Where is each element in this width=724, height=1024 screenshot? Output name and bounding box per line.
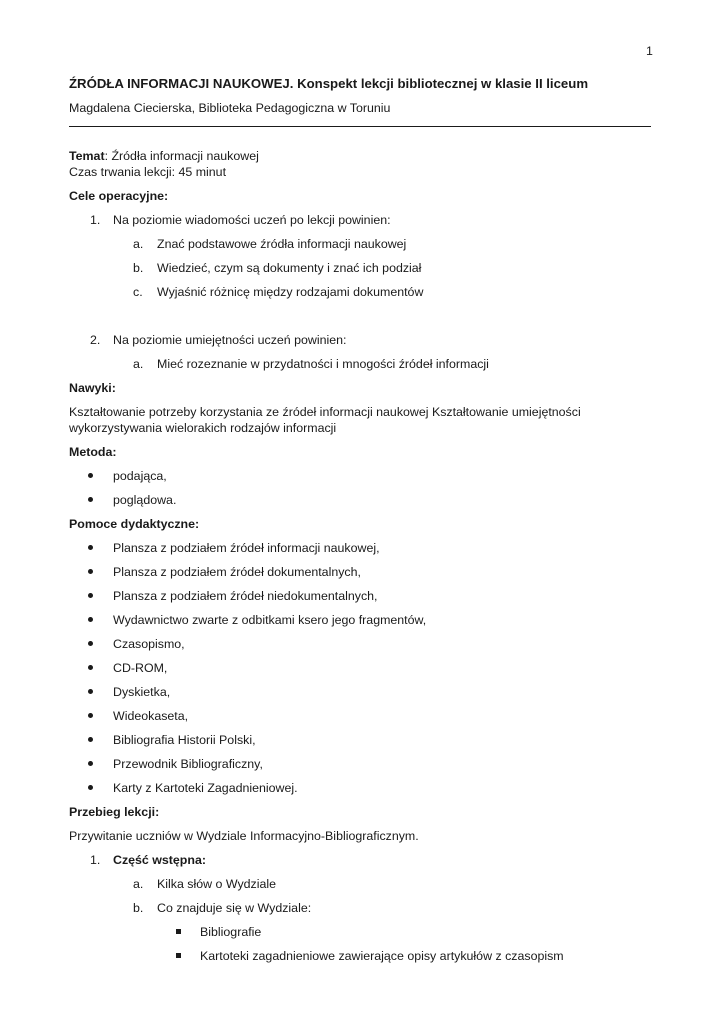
course-subitem: b. Co znajduje się w Wydziale: — [133, 901, 312, 915]
bullet-icon — [88, 660, 93, 676]
aids-item: CD-ROM, — [69, 660, 654, 676]
method-item: podająca, — [69, 468, 654, 484]
objective-subitem: a. Znać podstawowe źródła informacji naukowej — [133, 237, 407, 251]
topic-value: : Źródła informacji naukowej — [104, 149, 259, 163]
method-heading: Metoda: — [69, 445, 117, 459]
header-divider — [69, 126, 651, 127]
aids-item: Plansza z podziałem źródeł niedokumentalnych, — [69, 588, 654, 604]
aids-item: Plansza z podziałem źródeł dokumentalnych, — [69, 564, 654, 580]
bullet-icon — [88, 636, 93, 652]
aids-item: Dyskietka, — [69, 684, 654, 700]
aids-item: Wideokaseta, — [69, 708, 654, 724]
course-part: 1. Część wstępna: — [90, 853, 206, 867]
bullet-icon — [88, 540, 93, 556]
habits-text-line: wykorzystywania wielorakich rodzajów informacji — [69, 421, 337, 435]
bullet-icon — [88, 684, 93, 700]
bullet-icon — [88, 732, 93, 748]
topic-label: Temat — [69, 149, 105, 163]
aids-item: Bibliografia Historii Polski, — [69, 732, 654, 748]
objective-subitem: a. Mieć rozeznanie w przydatności i mnogości źródeł informacji — [133, 357, 489, 371]
course-intro: Przywitanie uczniów w Wydziale Informacyjno-Bibliograficznym. — [69, 829, 419, 843]
bullet-icon — [88, 612, 93, 628]
course-heading: Przebieg lekcji: — [69, 805, 160, 819]
aids-item: Wydawnictwo zwarte z odbitkami ksero jego fragmentów, — [69, 612, 654, 628]
document-body — [69, 148, 654, 964]
habits-text-line: Kształtowanie potrzeby korzystania ze źródeł informacji naukowej Kształtowanie umiejętności — [69, 405, 581, 419]
bullet-icon — [88, 492, 93, 508]
objective-item: 2. Na poziomie umiejętności uczeń powinien: — [90, 333, 347, 347]
bullet-icon — [88, 708, 93, 724]
objective-item: 1. Na poziomie wiadomości uczeń po lekcji powinien: — [90, 213, 391, 227]
bullet-icon — [88, 564, 93, 580]
document-title: ŹRÓDŁA INFORMACJI NAUKOWEJ. Konspekt lekcji bibliotecznej w klasie II liceum — [69, 76, 589, 91]
method-item: poglądowa. — [69, 492, 654, 508]
aids-item: Karty z Kartoteki Zagadnieniowej. — [69, 780, 654, 796]
page-number: 1 — [646, 44, 653, 58]
aids-item: Przewodnik Bibliograficzny, — [69, 756, 654, 772]
duration-line: Czas trwania lekcji: 45 minut — [69, 165, 227, 179]
topic-line — [69, 148, 654, 164]
bullet-icon — [88, 780, 93, 796]
course-bullet: Bibliografie — [69, 924, 654, 940]
document-author: Magdalena Ciecierska, Biblioteka Pedagogiczna w Toruniu — [69, 101, 391, 115]
bullet-icon — [88, 756, 93, 772]
objective-subitem: b. Wiedzieć, czym są dokumenty i znać ich podział — [133, 261, 422, 275]
square-bullet-icon — [176, 924, 181, 940]
objectives-heading: Cele operacyjne: — [69, 189, 169, 203]
aids-item: Plansza z podziałem źródeł informacji naukowej, — [69, 540, 654, 556]
bullet-icon — [88, 468, 93, 484]
square-bullet-icon — [176, 948, 181, 964]
objective-subitem: c. Wyjaśnić różnicę między rodzajami dokumentów — [133, 285, 424, 299]
bullet-icon — [88, 588, 93, 604]
course-bullet: Kartoteki zagadnieniowe zawierające opisy artykułów z czasopism — [69, 948, 654, 964]
habits-heading: Nawyki: — [69, 381, 116, 395]
aids-item: Czasopismo, — [69, 636, 654, 652]
aids-heading: Pomoce dydaktyczne: — [69, 517, 200, 531]
course-subitem: a. Kilka słów o Wydziale — [133, 877, 277, 891]
